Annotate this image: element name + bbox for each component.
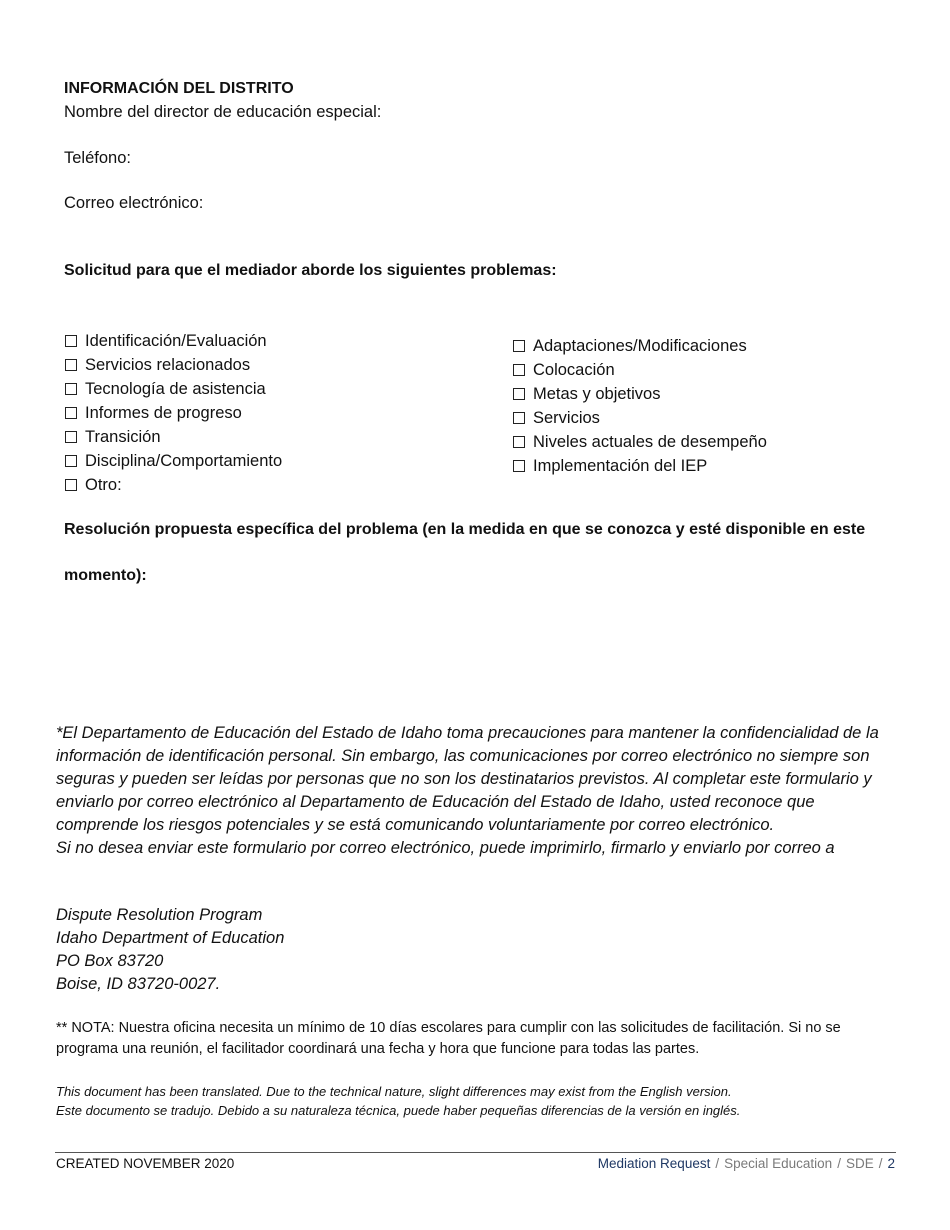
checkbox[interactable] (65, 407, 77, 419)
checkbox-item-informes[interactable] (65, 401, 282, 425)
checkbox[interactable] (513, 436, 525, 448)
footer-created-date: CREATED NOVEMBER 2020 (56, 1156, 235, 1171)
privacy-paragraph: *El Departamento de Educación del Estado de Idaho toma precauciones para mantener la confidencialidad de la información de identificación personal. Sin embargo, las comunicaciones por correo electrónico no siempre son seguras y pueden ser leídas por personas que no son los destinatarios previstos. Al completar este formulario y enviarlo por correo electrónico al Departamento de Educación del Estado de Idaho, usted reconoce que comprende los riesgos potenciales y se está comunicando voluntariamente por correo electrónico. (56, 724, 879, 834)
disclaimer-spanish: Este documento se tradujo. Debido a su naturaleza técnica, puede haber pequeñas diferencias de la versión en inglés. (56, 1103, 741, 1118)
checkbox-item-otro[interactable] (65, 473, 282, 497)
checkbox[interactable] (65, 359, 77, 371)
checkbox[interactable] (65, 335, 77, 347)
resolution-heading-line1: Resolución propuesta específica del problema (en la medida en que se conozca y esté disponible en este (64, 521, 866, 538)
checkbox-item-servicios-relacionados[interactable] (65, 353, 282, 377)
checkbox[interactable] (513, 388, 525, 400)
checkbox-item-identificacion[interactable] (65, 329, 282, 353)
footer-agency: SDE (845, 1156, 874, 1171)
mailing-address (56, 904, 284, 996)
phone-label: Teléfono: (64, 149, 131, 167)
checkbox-label: Identificación/Evaluación (85, 332, 267, 350)
checkbox-item-tecnologia[interactable] (65, 377, 282, 401)
address-line-2: Idaho Department of Education (56, 929, 285, 947)
district-info-heading: INFORMACIÓN DEL DISTRITO (64, 80, 294, 97)
checkbox[interactable] (65, 431, 77, 443)
address-line-3: PO Box 83720 (56, 952, 164, 970)
checkbox-item-servicios[interactable] (513, 406, 767, 430)
checkbox[interactable] (513, 364, 525, 376)
checkbox-label: Informes de progreso (85, 404, 242, 422)
checkbox-label: Disciplina/Comportamiento (85, 452, 283, 470)
footer-divider (55, 1152, 896, 1153)
nota-text: ** NOTA: Nuestra oficina necesita un mínimo de 10 días escolares para cumplir con las solicitudes de facilitación. Si no se programa una reunión, el facilitador coordinará una fecha y hora que funcione para todas las partes. (56, 1020, 841, 1057)
director-name-label: Nombre del director de educación especial: (64, 103, 382, 121)
checkbox[interactable] (513, 340, 525, 352)
footer-breadcrumb (598, 1155, 895, 1173)
checkbox-label: Adaptaciones/Modificaciones (533, 337, 747, 355)
footer-doc-name[interactable]: Mediation Request (597, 1156, 711, 1171)
checkbox[interactable] (513, 460, 525, 472)
footer-separator: / (837, 1156, 841, 1171)
checkbox-label: Colocación (533, 361, 615, 379)
checkbox-item-metas[interactable] (513, 382, 767, 406)
checkbox[interactable] (65, 479, 77, 491)
mail-instruction: Si no desea enviar este formulario por correo electrónico, puede imprimirlo, firmarlo y enviarlo por correo a (56, 839, 835, 857)
issues-left-checklist (65, 329, 282, 497)
disclaimer-english: This document has been translated. Due to the technical nature, slight differences may exist from the English version. (56, 1084, 732, 1099)
checkbox-label: Transición (85, 428, 161, 446)
checkbox[interactable] (513, 412, 525, 424)
translation-disclaimer (56, 1082, 896, 1120)
footer-page-number: 2 (887, 1156, 895, 1171)
checkbox[interactable] (65, 455, 77, 467)
checkbox-item-disciplina[interactable] (65, 449, 282, 473)
address-line-4: Boise, ID 83720-0027. (56, 975, 221, 993)
footer-section: Special Education (724, 1156, 833, 1171)
resolution-heading-line2: momento): (64, 567, 147, 584)
checkbox-label: Otro: (85, 476, 122, 494)
footer-separator: / (715, 1156, 720, 1171)
issues-heading: Solicitud para que el mediador aborde los siguientes problemas: (64, 262, 557, 279)
checkbox[interactable] (65, 383, 77, 395)
address-line-1: Dispute Resolution Program (56, 906, 263, 924)
checkbox-item-adaptaciones[interactable] (513, 334, 767, 358)
footer-separator: / (878, 1156, 883, 1171)
privacy-notice (56, 722, 896, 860)
checkbox-label: Niveles actuales de desempeño (533, 433, 767, 451)
checkbox-label: Metas y objetivos (533, 385, 661, 403)
checkbox-item-transicion[interactable] (65, 425, 282, 449)
checkbox-item-niveles[interactable] (513, 430, 767, 454)
checkbox-label: Servicios relacionados (85, 356, 251, 374)
checkbox-item-colocacion[interactable] (513, 358, 767, 382)
checkbox-label: Servicios (533, 409, 600, 427)
issues-right-checklist (513, 334, 767, 478)
checkbox-label: Implementación del IEP (533, 457, 708, 475)
checkbox-label: Tecnología de asistencia (85, 380, 266, 398)
checkbox-item-implementacion-iep[interactable] (513, 454, 767, 478)
email-label: Correo electrónico: (64, 194, 204, 212)
